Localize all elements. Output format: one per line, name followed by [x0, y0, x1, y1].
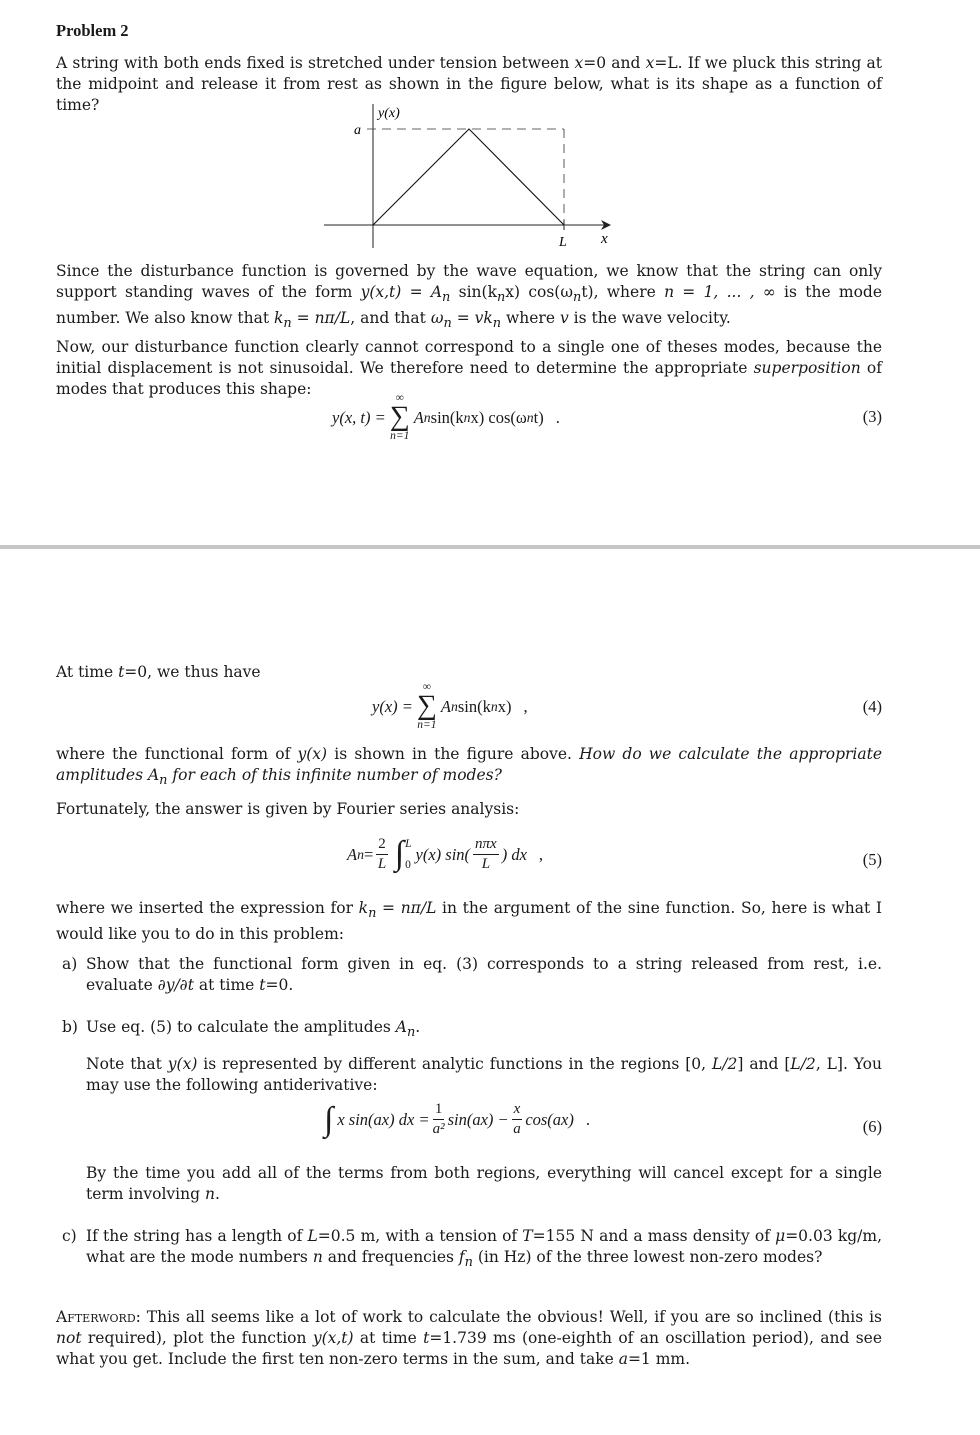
page-divider: [0, 545, 980, 549]
equation-5-number: (5): [862, 850, 882, 869]
inserted-expression-paragraph: where we inserted the expression for $k_n = n\pi/L$ in the argument of the sine function. So, here is what I would like you to do in this problem:: [56, 899, 882, 944]
problem-title: Problem 2: [56, 21, 129, 40]
y-axis-label: y(x): [378, 106, 400, 121]
equation-4-number: (4): [862, 697, 882, 716]
intro-paragraph: A string with both ends fixed is stretched under tension between x=0 and x=L. If we pluck this string at the midpoint and release it from rest as shown in the figure below, what is its shape as a function of time?: [56, 54, 882, 114]
fourier-paragraph: Fortunately, the answer is given by Fourier series analysis:: [56, 800, 520, 818]
equation-4: y(x) = ∞ ∑ n=1 A n sin(k n x) , (4): [372, 681, 882, 731]
plucked-string-figure: [320, 100, 620, 252]
x-axis-label: x: [601, 231, 608, 247]
equation-3: y(x, t) = ∞ ∑ n=1 A n sin(k n x) cos(ω n t) . (3): [332, 392, 882, 442]
equation-6: ∫ x sin(ax) dx = $\frac{1}{\text{a²}}$ sin(ax) − $\frac{x}{a}$ cos(ax) . (6): [324, 1100, 882, 1138]
afterword-paragraph: Afterword: This all seems like a lot of work to calculate the obvious! Well, if you are so inclined (this is not required), plot the function y(x,t) at time t=1.739 ms (one-eighth of an oscillation period), and see what you get. Include the first ten non-zero terms in the sum, and take a=1 mm.: [56, 1308, 882, 1368]
equation-3-number: (3): [862, 407, 882, 426]
task-item-a: a) Show that the functional form given in eq. (3) corresponds to a string released from rest, i.e. evaluate ∂y/∂t at time t=0.: [62, 955, 882, 994]
task-item-b: b) Use eq. (5) to calculate the amplitudes $A_n$. Note that y(x) is represented by different analytic functions in the regions [0, L/2] and [L/2, L]. You may use the following antiderivative:: [62, 1018, 882, 1095]
length-label: L: [559, 235, 567, 250]
equation-5: A n = $\frac{2}{L}$ ∫ L 0 y(x) sin( $\frac{\text{nπx}}{L}$ ) dx , (5): [347, 835, 882, 872]
at-time-zero-text: At time t=0, we thus have: [56, 663, 261, 681]
equation-6-number: (6): [862, 1117, 882, 1136]
superposition-paragraph: Now, our disturbance function clearly cannot correspond to a single one of theses modes, because the initial displacement is not sinusoidal. We therefore need to determine the appropriate superposition of modes that produces this shape:: [56, 338, 882, 398]
wave-equation-paragraph: Since the disturbance function is governed by the wave equation, we know that the string can only support standing waves of the form $y(x,t) = A_n$ $\sin(k_nx)$ $\cos(\omega_nt)$, where n = 1, ... , ∞ is the mode number. We also know that $k_n = n\pi/L$, and that $\omega_n = vk_n$ where v is the wave velocity.: [56, 262, 883, 332]
functional-form-paragraph: where the functional form of y(x) is shown in the figure above. How do we calculate the appropriate amplitudes $A_n$ for each of this infinite number of modes?: [56, 745, 882, 789]
task-item-b-note: By the time you add all of the terms from both regions, everything will cancel except for a single term involving n.: [86, 1164, 882, 1203]
amplitude-label: a: [354, 123, 361, 138]
task-item-c: c) If the string has a length of L=0.5 m, with a tension of T=155 N and a mass density of μ=0.03 kg/m, what are the mode numbers n and frequencies $f_n$ (in Hz) of the three lowest non-zero modes?: [62, 1227, 882, 1271]
